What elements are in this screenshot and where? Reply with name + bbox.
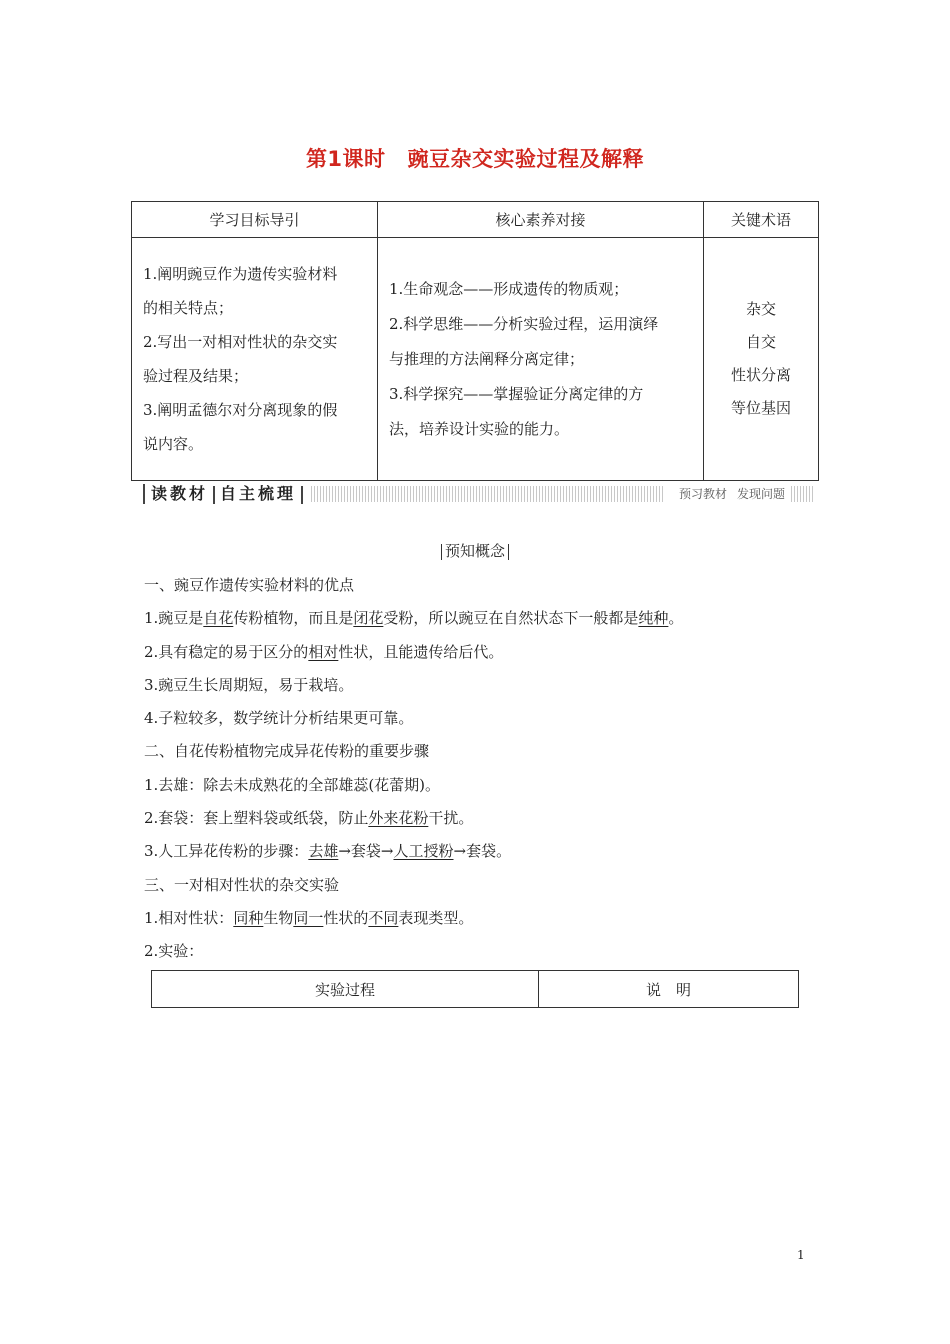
text-run: →套袋→ bbox=[338, 842, 394, 861]
text-run: 1.豌豆是 bbox=[144, 609, 204, 628]
header-objectives: 学习目标导引 bbox=[132, 202, 378, 238]
banner-divider bbox=[213, 486, 215, 504]
term: 性状分离 bbox=[731, 366, 792, 384]
lesson-number: 第1课时 bbox=[305, 147, 386, 171]
text-run: 传粉植物，而且是 bbox=[233, 609, 354, 628]
objectives-cell bbox=[132, 238, 378, 481]
section-title-text: 预知概念 bbox=[444, 542, 505, 560]
key-answer: 人工授粉 bbox=[393, 842, 454, 861]
text-run: →套袋。 bbox=[453, 842, 512, 861]
section-banner bbox=[143, 484, 815, 504]
text-run: 2.套袋：套上塑料袋或纸袋，防止 bbox=[144, 809, 369, 828]
key-answer: 自花 bbox=[203, 609, 234, 628]
term: 自交 bbox=[746, 333, 777, 351]
page-number: 1 bbox=[797, 1248, 805, 1262]
term: 杂交 bbox=[746, 300, 777, 318]
text-run: 性状的 bbox=[323, 908, 369, 927]
content-line: 1.去雄：除去未成熟花的全部雄蕊(花蕾期)。 bbox=[144, 775, 441, 794]
text-run: 2.具有稳定的易于区分的 bbox=[144, 642, 309, 661]
content-line: 3.豌豆生长周期短，易于栽培。 bbox=[144, 675, 354, 694]
content-line bbox=[144, 604, 824, 637]
title-bar-right bbox=[508, 544, 509, 560]
header-explanation: 说 明 bbox=[539, 971, 799, 1008]
section-title bbox=[0, 540, 950, 561]
key-answer: 纯种 bbox=[638, 609, 669, 628]
banner-title-a: 读教材 bbox=[151, 484, 209, 503]
content-line bbox=[144, 904, 824, 937]
objective-line: 验过程及结果； bbox=[143, 367, 249, 385]
text-run: 3.人工异花传粉的步骤： bbox=[144, 842, 309, 861]
banner-divider bbox=[301, 486, 303, 504]
terms-cell bbox=[704, 238, 819, 481]
literacy-line: 2.科学思维——分析实验过程，运用演绎 bbox=[388, 314, 659, 333]
heading-1: 一、豌豆作遗传实验材料的优点 bbox=[144, 576, 355, 594]
text-run: 表现类型。 bbox=[398, 908, 474, 927]
literacy-cell bbox=[377, 238, 703, 481]
key-answer: 相对 bbox=[308, 642, 339, 661]
text-run: 1.相对性状： bbox=[144, 908, 234, 927]
literacy-line: 1.生命观念——形成遗传的物质观； bbox=[388, 279, 629, 298]
objective-line: 的相关特点； bbox=[143, 299, 234, 317]
header-literacy: 核心素养对接 bbox=[377, 202, 703, 238]
objective-line: 说内容。 bbox=[143, 435, 204, 453]
header-terms: 关键术语 bbox=[704, 202, 819, 238]
experiment-table bbox=[151, 970, 799, 1008]
header-process: 实验过程 bbox=[152, 971, 539, 1008]
lesson-topic: 豌豆杂交实验过程及解释 bbox=[407, 147, 645, 171]
heading-2: 二、自花传粉植物完成异花传粉的重要步骤 bbox=[144, 742, 430, 761]
content-body bbox=[144, 571, 824, 971]
banner-subtitle bbox=[665, 484, 789, 504]
learning-goals-table bbox=[131, 201, 819, 481]
term: 等位基因 bbox=[731, 399, 792, 417]
text-run: 干扰。 bbox=[428, 809, 474, 828]
objective-line: 2.写出一对相对性状的杂交实 bbox=[143, 333, 338, 351]
banner-title bbox=[143, 484, 308, 504]
content-line: 4.子粒较多，数学统计分析结果更可靠。 bbox=[144, 709, 414, 728]
banner-subtitle-b: 发现问题 bbox=[736, 487, 785, 501]
literacy-line: 与推理的方法阐释分离定律； bbox=[388, 349, 584, 368]
content-line bbox=[144, 638, 824, 671]
content-line bbox=[144, 837, 824, 870]
banner-subtitle-a: 预习教材 bbox=[678, 487, 727, 501]
lesson-title bbox=[0, 143, 950, 173]
objective-line: 1.阐明豌豆作为遗传实验材料 bbox=[143, 265, 338, 283]
text-run: 生物 bbox=[263, 908, 294, 927]
heading-3: 三、一对相对性状的杂交实验 bbox=[144, 875, 340, 894]
title-bar-left bbox=[441, 544, 442, 560]
text-run: 。 bbox=[668, 609, 684, 628]
key-answer: 同一 bbox=[293, 908, 324, 927]
text-run: 受粉，所以豌豆在自然状态下一般都是 bbox=[383, 609, 639, 628]
key-answer: 去雄 bbox=[308, 842, 339, 861]
content-line bbox=[144, 804, 824, 837]
text-run: 性状，且能遗传给后代。 bbox=[338, 642, 504, 661]
objective-line: 3.阐明孟德尔对分离现象的假 bbox=[143, 401, 338, 419]
literacy-line: 3.科学探究——掌握验证分离定律的方 bbox=[388, 384, 644, 403]
banner-title-b: 自主梳理 bbox=[220, 484, 297, 503]
key-answer: 不同 bbox=[368, 908, 399, 927]
content-line: 2.实验： bbox=[144, 942, 204, 961]
key-answer: 闭花 bbox=[353, 609, 384, 628]
key-answer: 外来花粉 bbox=[368, 809, 429, 828]
literacy-line: 法，培养设计实验的能力。 bbox=[388, 419, 569, 438]
key-answer: 同种 bbox=[233, 908, 264, 927]
